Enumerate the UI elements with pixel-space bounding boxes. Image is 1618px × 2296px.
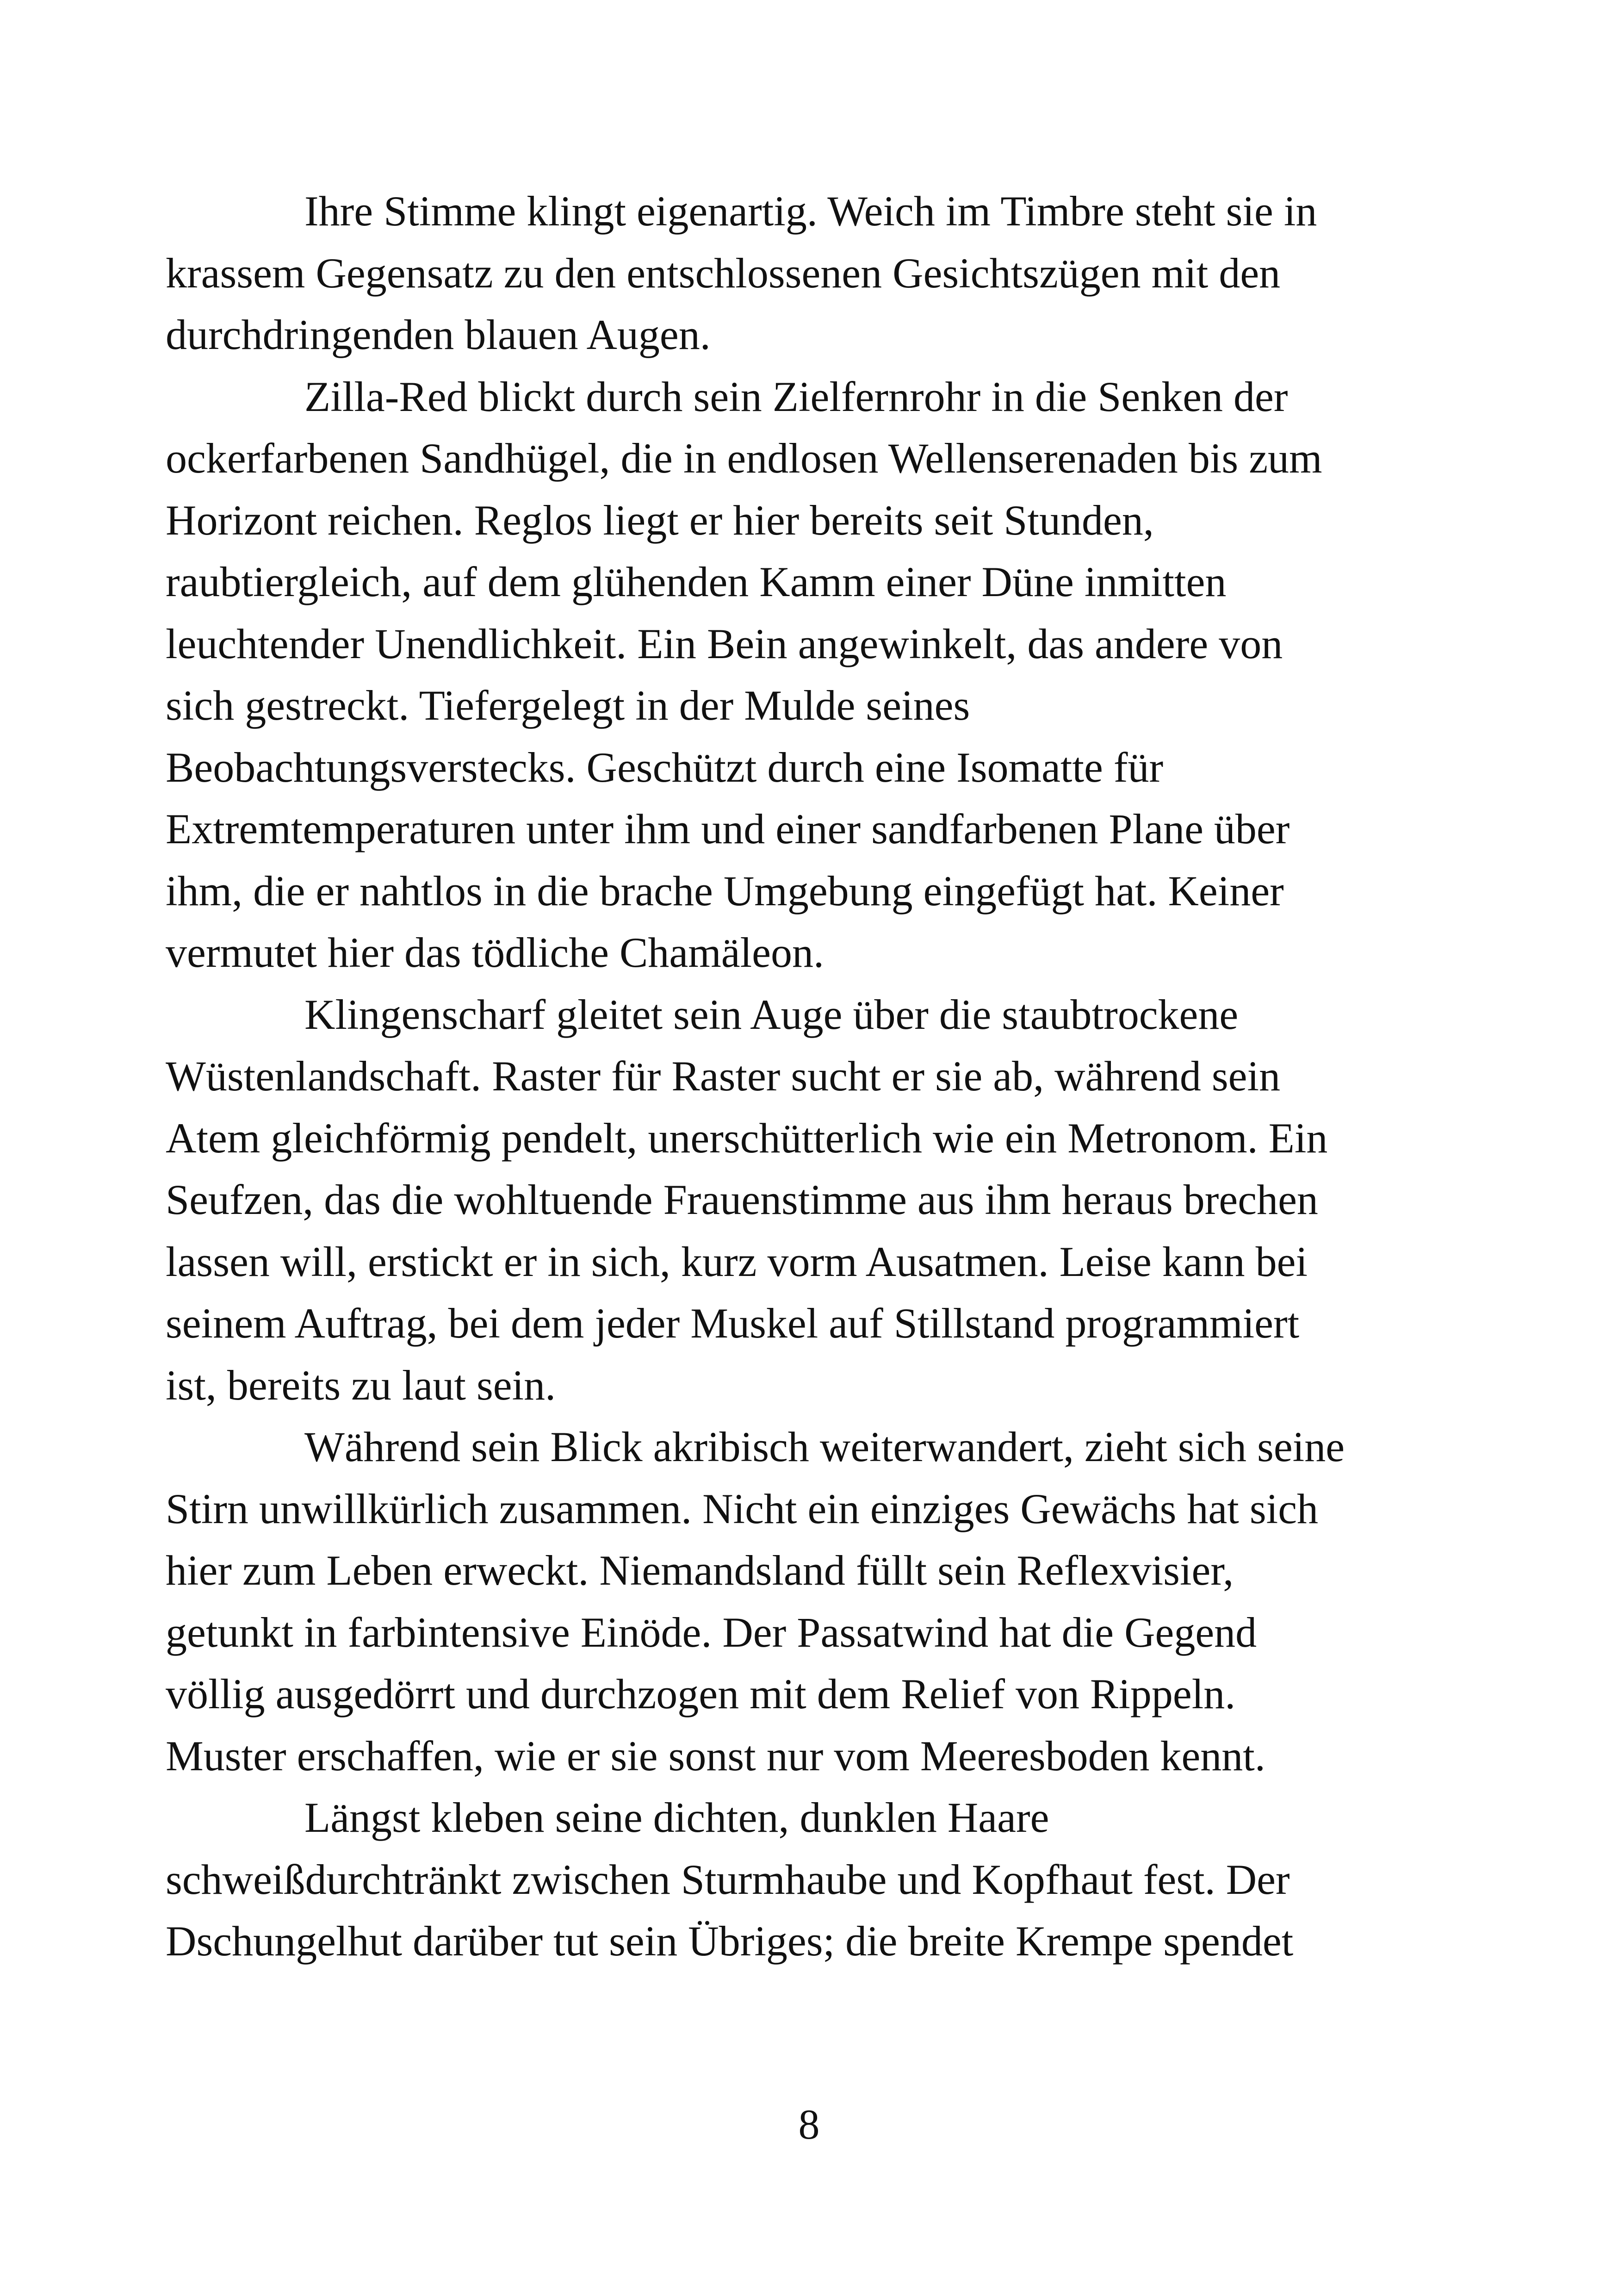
- text-line: ist, bereits zu laut sein.: [166, 1361, 556, 1409]
- text-line: raubtiergleich, auf dem glühenden Kamm einer Düne inmitten: [166, 558, 1227, 605]
- text-line: Längst kleben seine dichten, dunklen Haare: [304, 1794, 1049, 1841]
- text-line: schweißdurchtränkt zwischen Sturmhaube und Kopfhaut fest. Der: [166, 1855, 1290, 1903]
- text-line: krassem Gegensatz zu den entschlossenen Gesichtszügen mit den: [166, 249, 1281, 297]
- text-line: Stirn unwillkürlich zusammen. Nicht ein einziges Gewächs hat sich: [166, 1485, 1319, 1532]
- body-text: [166, 180, 1461, 1972]
- text-line: Während sein Blick akribisch weiterwandert, zieht sich seine: [304, 1423, 1345, 1470]
- page-number: 8: [798, 2101, 820, 2148]
- text-line: völlig ausgedörrt und durchzogen mit dem Relief von Rippeln.: [166, 1670, 1236, 1717]
- text-line: ihm, die er nahtlos in die brache Umgebung eingefügt hat. Keiner: [166, 867, 1284, 915]
- text-line: Atem gleichförmig pendelt, unerschütterlich wie ein Metronom. Ein: [166, 1114, 1328, 1162]
- text-line: Beobachtungsverstecks. Geschützt durch eine Isomatte für: [166, 743, 1164, 791]
- text-line: hier zum Leben erweckt. Niemandsland füllt sein Reflexvisier,: [166, 1547, 1234, 1594]
- text-line: lassen will, erstickt er in sich, kurz vorm Ausatmen. Leise kann bei: [166, 1238, 1308, 1285]
- text-line: Dschungelhut darüber tut sein Übriges; die breite Krempe spendet: [166, 1917, 1294, 1965]
- text-line: sich gestreckt. Tiefergelegt in der Mulde seines: [166, 682, 970, 729]
- text-line: Klingenscharf gleitet sein Auge über die staubtrockene: [304, 990, 1239, 1038]
- text-line: Ihre Stimme klingt eigenartig. Weich im Timbre steht sie in: [304, 187, 1317, 235]
- text-line: Zilla-Red blickt durch sein Zielfernrohr in die Senken der: [304, 373, 1288, 420]
- text-line: ockerfarbenen Sandhügel, die in endlosen Wellenserenaden bis zum: [166, 435, 1322, 482]
- text-line: leuchtender Unendlichkeit. Ein Bein angewinkelt, das andere von: [166, 620, 1283, 667]
- text-line: durchdringenden blauen Augen.: [166, 311, 711, 358]
- text-line: Seufzen, das die wohltuende Frauenstimme aus ihm heraus brechen: [166, 1176, 1318, 1223]
- text-line: seinem Auftrag, bei dem jeder Muskel auf Stillstand programmiert: [166, 1300, 1300, 1347]
- text-line: getunkt in farbintensive Einöde. Der Passatwind hat die Gegend: [166, 1608, 1257, 1656]
- text-line: Muster erschaffen, wie er sie sonst nur vom Meeresboden kennt.: [166, 1732, 1265, 1780]
- text-line: vermutet hier das tödliche Chamäleon.: [166, 929, 824, 976]
- text-line: Extremtemperaturen unter ihm und einer sandfarbenen Plane über: [166, 805, 1290, 852]
- text-line: Wüstenlandschaft. Raster für Raster sucht er sie ab, während sein: [166, 1052, 1281, 1100]
- text-line: Horizont reichen. Reglos liegt er hier bereits seit Stunden,: [166, 496, 1154, 544]
